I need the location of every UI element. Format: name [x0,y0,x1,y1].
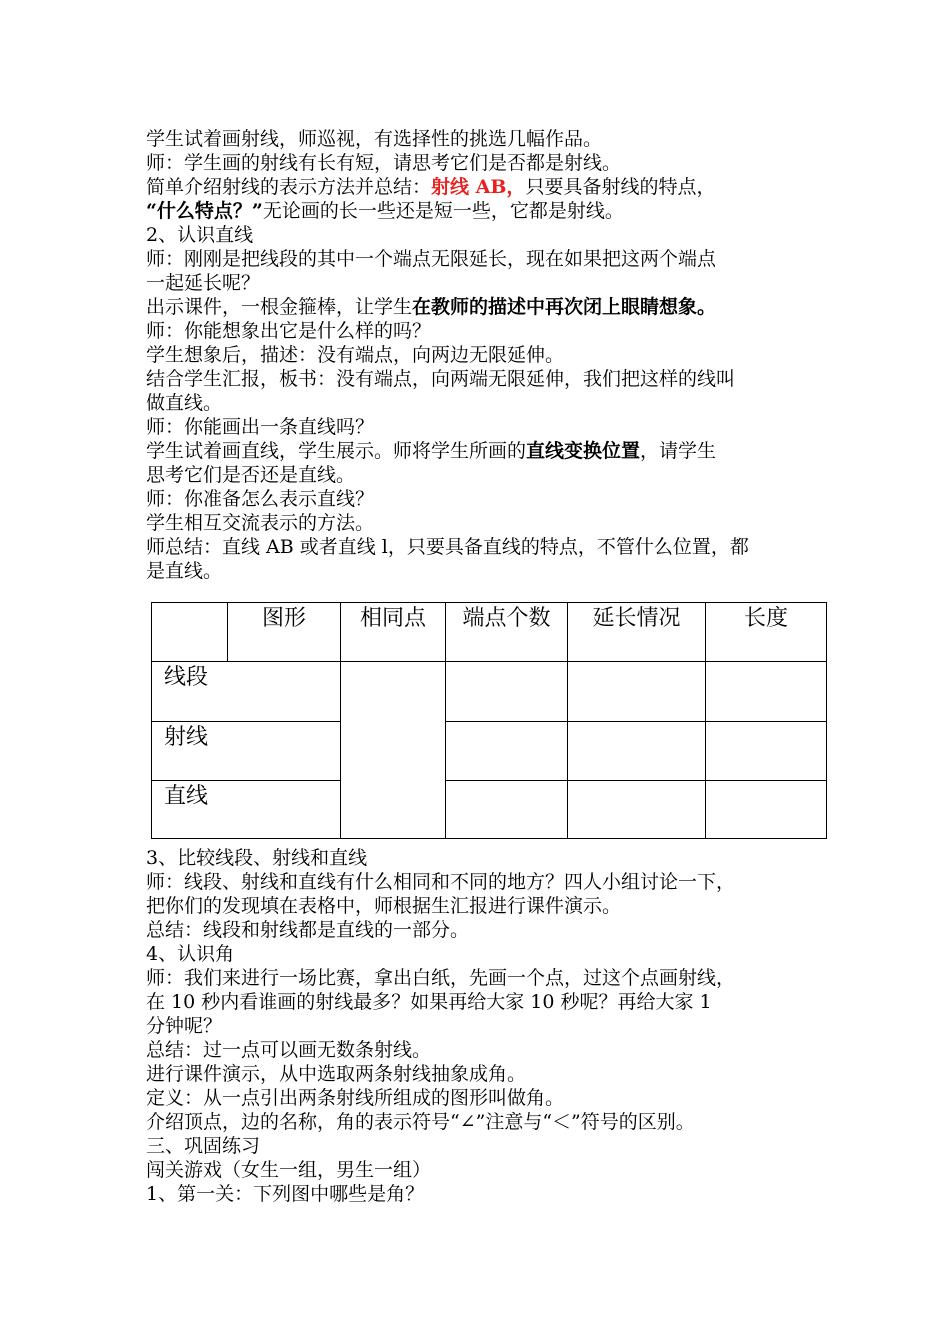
text-span: 思考它们是否还是直线。 [146,464,356,486]
table-cell [446,780,568,838]
text-span: 4、认识角 [146,943,235,965]
text-span: 师：刚刚是把线段的其中一个端点无限延长，现在如果把这两个端点 [146,248,717,270]
table-cell [568,780,706,838]
text-line [146,487,836,511]
bold-emphasis: 在教师的描述中再次闭上眼睛想象。 [412,296,717,318]
table-cell [706,721,827,780]
table-cell [706,662,827,721]
text-span: 师：学生画的射线有长有短，请思考它们是否都是射线。 [146,152,622,174]
text-line [146,1086,836,1110]
text-line [146,1182,836,1206]
text-line [146,535,836,559]
text-line [146,247,836,271]
text-line [146,343,836,367]
text-span: 一起延长呢？ [146,272,261,294]
text-span: 出示课件，一根金箍棒，让学生 [146,296,413,318]
text-span: 结合学生汇报，板书：没有端点，向两端无限延伸，我们把这样的线叫 [146,368,736,390]
text-line [146,1014,836,1038]
text-span: 介绍顶点，边的名称，角的表示符号“∠”注意与“＜”符号的区别。 [146,1111,695,1133]
text-span: 师：线段、射线和直线有什么相同和不同的地方？四人小组讨论一下， [146,871,736,893]
text-span: 2、认识直线 [146,224,254,246]
text-line [146,295,836,319]
text-span: 闯关游戏（女生一组，男生一组） [146,1159,432,1181]
table-cell-merged [341,662,446,839]
text-line [146,1062,836,1086]
text-line [146,1110,836,1134]
text-line [146,127,836,151]
text-line [146,271,836,295]
text-span: 师：你能想象出它是什么样的吗？ [146,320,432,342]
table-header-cell: 相同点 [341,603,446,662]
text-line [146,319,836,343]
table-header-cell: 图形 [228,603,341,662]
text-line [146,1158,836,1182]
text-span: ，请学生 [640,440,717,462]
ray-ab-emphasis: 射线 AB， [431,176,526,198]
table-cell [706,780,827,838]
text-line [146,415,836,439]
text-line [146,175,836,199]
text-line [146,439,836,463]
text-line [146,151,836,175]
row-label-ray: 射线 [152,721,341,780]
text-line [146,1038,836,1062]
table-header-cell [152,603,228,662]
row-label-line: 直线 [152,780,341,838]
text-span: 把你们的发现填在表格中，师根据生汇报进行课件演示。 [146,895,622,917]
text-span: 学生相互交流表示的方法。 [146,512,375,534]
text-span: 总结：线段和射线都是直线的一部分。 [146,919,470,941]
text-line [146,199,836,223]
text-line [146,367,836,391]
table-row [152,780,827,838]
bold-question: “什么特点？” [146,200,263,222]
text-span: 在 10 秒内看谁画的射线最多？如果再给大家 10 秒呢？再给大家 1 [146,991,712,1013]
section-heading [146,942,836,966]
section-heading [146,1134,836,1158]
text-line [146,966,836,990]
table-row [152,721,827,780]
text-span: 是直线。 [146,560,223,582]
text-line [146,918,836,942]
text-span: 无论画的长一些还是短一些，它都是射线。 [262,200,624,222]
text-span: 分钟呢？ [146,1015,223,1037]
row-label-segment: 线段 [152,662,341,721]
table-header-row [152,603,827,662]
text-span: 进行课件演示，从中选取两条射线抽象成角。 [146,1063,527,1085]
text-line [146,559,836,583]
text-span: 简单介绍射线的表示方法并总结： [146,176,432,198]
table-cell [446,721,568,780]
table-row [152,662,827,721]
text-line [146,990,836,1014]
section-heading [146,223,836,247]
text-span: 师：你准备怎么表示直线？ [146,488,375,510]
text-line [146,391,836,415]
text-line [146,894,836,918]
table-cell [446,662,568,721]
text-span: 师总结：直线 AB 或者直线 l，只要具备直线的特点，不管什么位置，都 [146,536,749,558]
table-cell [568,662,706,721]
text-span: 三、巩固练习 [146,1135,261,1157]
text-span: 1、第一关：下列图中哪些是角？ [146,1183,425,1205]
text-span: 做直线。 [146,392,223,414]
table-header-cell: 长度 [706,603,827,662]
text-span: 只要具备射线的特点， [525,176,716,198]
text-line [146,511,836,535]
table-cell [568,721,706,780]
text-span: 学生试着画直线，学生展示。师将学生所画的 [146,440,527,462]
text-span: 师：你能画出一条直线吗？ [146,416,375,438]
text-span: 总结：过一点可以画无数条射线。 [146,1039,432,1061]
table-header-cell: 延长情况 [568,603,706,662]
table-header-cell: 端点个数 [446,603,568,662]
text-span: 学生试着画射线，师巡视，有选择性的挑选几幅作品。 [146,128,603,150]
text-span: 定义：从一点引出两条射线所组成的图形叫做角。 [146,1087,565,1109]
comparison-table [151,602,827,839]
text-span: 学生想象后，描述：没有端点，向两边无限延伸。 [146,344,565,366]
text-span: 3、比较线段、射线和直线 [146,847,368,869]
text-line [146,870,836,894]
bold-emphasis: 直线变换位置 [526,440,641,462]
section-heading [146,846,836,870]
text-line [146,463,836,487]
text-span: 师：我们来进行一场比赛，拿出白纸，先画一个点，过这个点画射线， [146,967,736,989]
